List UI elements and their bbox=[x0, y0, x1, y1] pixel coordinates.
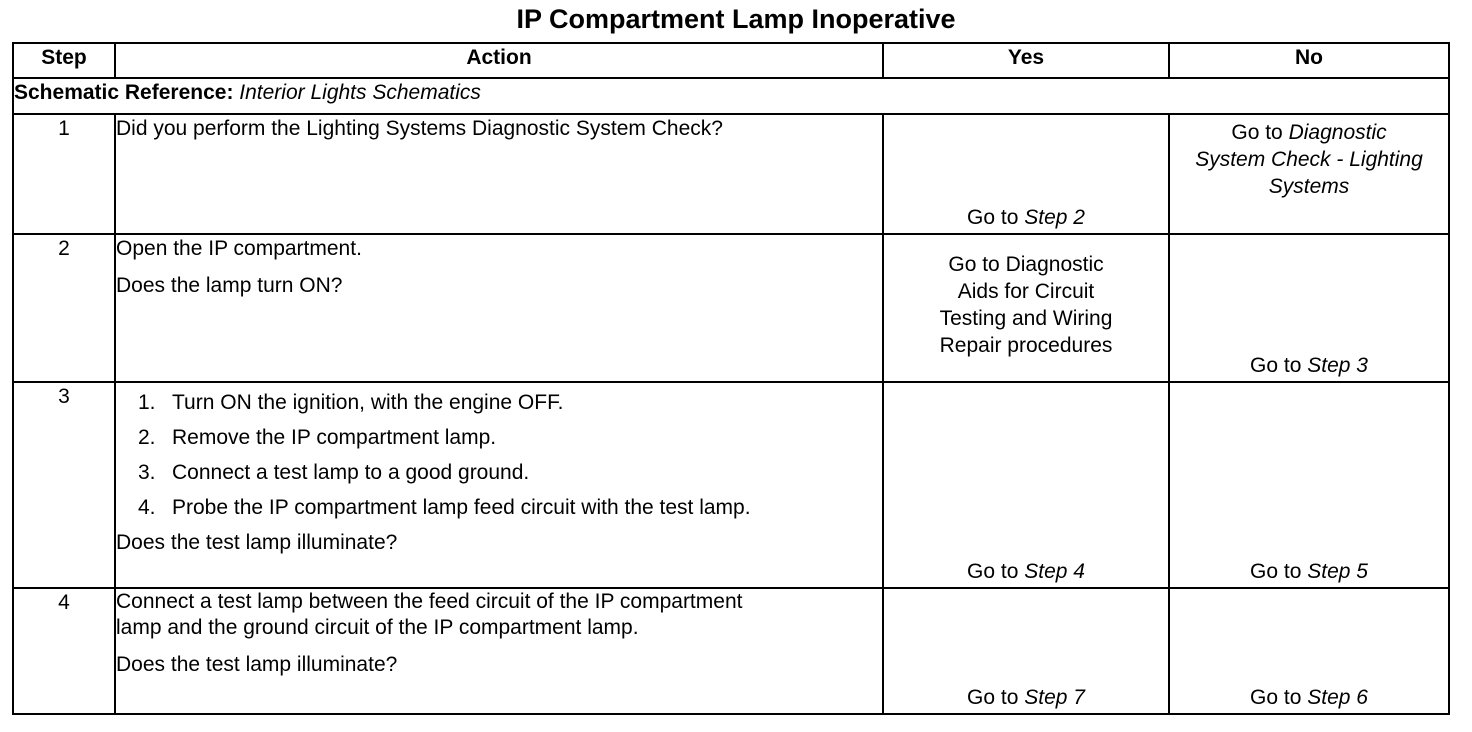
yes-result[interactable]: Go to Diagnostic Aids for Circuit Testing and Wiring Repair procedures bbox=[939, 253, 1113, 357]
action-text: Did you perform the Lighting Systems Diagnostic System Check? bbox=[116, 117, 723, 140]
yes-result[interactable]: Go to Step 7 bbox=[967, 686, 1085, 709]
no-cell bbox=[1169, 588, 1449, 714]
action-question: Does the test lamp illuminate? bbox=[116, 653, 398, 676]
no-cell bbox=[1169, 382, 1449, 588]
table-row bbox=[13, 234, 1449, 382]
table-row bbox=[13, 114, 1449, 234]
action-question: Does the lamp turn ON? bbox=[116, 274, 343, 297]
header-yes: Yes bbox=[883, 43, 1169, 78]
no-result[interactable]: Go to Step 5 bbox=[1250, 560, 1368, 583]
yes-result[interactable]: Go to Step 2 bbox=[967, 206, 1085, 229]
no-result[interactable]: Go to Diagnostic System Check - Lighting Systems bbox=[1195, 121, 1423, 198]
table-row bbox=[13, 382, 1449, 588]
action-text: Connect a test lamp between the feed circuit of the IP compartment lamp and the ground circuit of the IP compartment lamp. bbox=[116, 590, 743, 639]
step-number: 2 bbox=[13, 234, 115, 382]
yes-cell bbox=[883, 382, 1169, 588]
list-item: 4. Probe the IP compartment lamp feed circuit with the test lamp. bbox=[138, 496, 751, 519]
step-number: 4 bbox=[13, 588, 115, 714]
list-item: 2. Remove the IP compartment lamp. bbox=[138, 426, 497, 449]
action-question: Does the test lamp illuminate? bbox=[116, 531, 398, 554]
step-number: 3 bbox=[13, 382, 115, 588]
substep-list bbox=[116, 389, 882, 521]
no-cell bbox=[1169, 234, 1449, 382]
header-action: Action bbox=[115, 43, 883, 78]
table-row bbox=[13, 588, 1449, 714]
diagnostic-table bbox=[12, 42, 1450, 715]
header-step: Step bbox=[13, 43, 115, 78]
schematic-reference-label: Schematic Reference: bbox=[14, 81, 234, 104]
no-result[interactable]: Go to Step 6 bbox=[1250, 686, 1368, 709]
no-cell bbox=[1169, 114, 1449, 234]
step-action bbox=[115, 114, 883, 234]
schematic-reference bbox=[13, 78, 1449, 114]
step-action bbox=[115, 234, 883, 382]
yes-cell bbox=[883, 588, 1169, 714]
table-header-row bbox=[13, 43, 1449, 78]
schematic-reference-link[interactable]: Interior Lights Schematics bbox=[239, 81, 481, 104]
step-number: 1 bbox=[13, 114, 115, 234]
list-item: 1. Turn ON the ignition, with the engine OFF. bbox=[138, 391, 564, 414]
yes-cell bbox=[883, 114, 1169, 234]
yes-cell bbox=[883, 234, 1169, 382]
step-action bbox=[115, 588, 883, 714]
page-title: IP Compartment Lamp Inoperative bbox=[516, 4, 956, 34]
header-no: No bbox=[1169, 43, 1449, 78]
step-action bbox=[115, 382, 883, 588]
schematic-reference-row bbox=[13, 78, 1449, 114]
action-text: Open the IP compartment. bbox=[116, 237, 362, 260]
no-result[interactable]: Go to Step 3 bbox=[1250, 354, 1368, 377]
list-item: 3. Connect a test lamp to a good ground. bbox=[138, 461, 530, 484]
yes-result[interactable]: Go to Step 4 bbox=[967, 560, 1085, 583]
